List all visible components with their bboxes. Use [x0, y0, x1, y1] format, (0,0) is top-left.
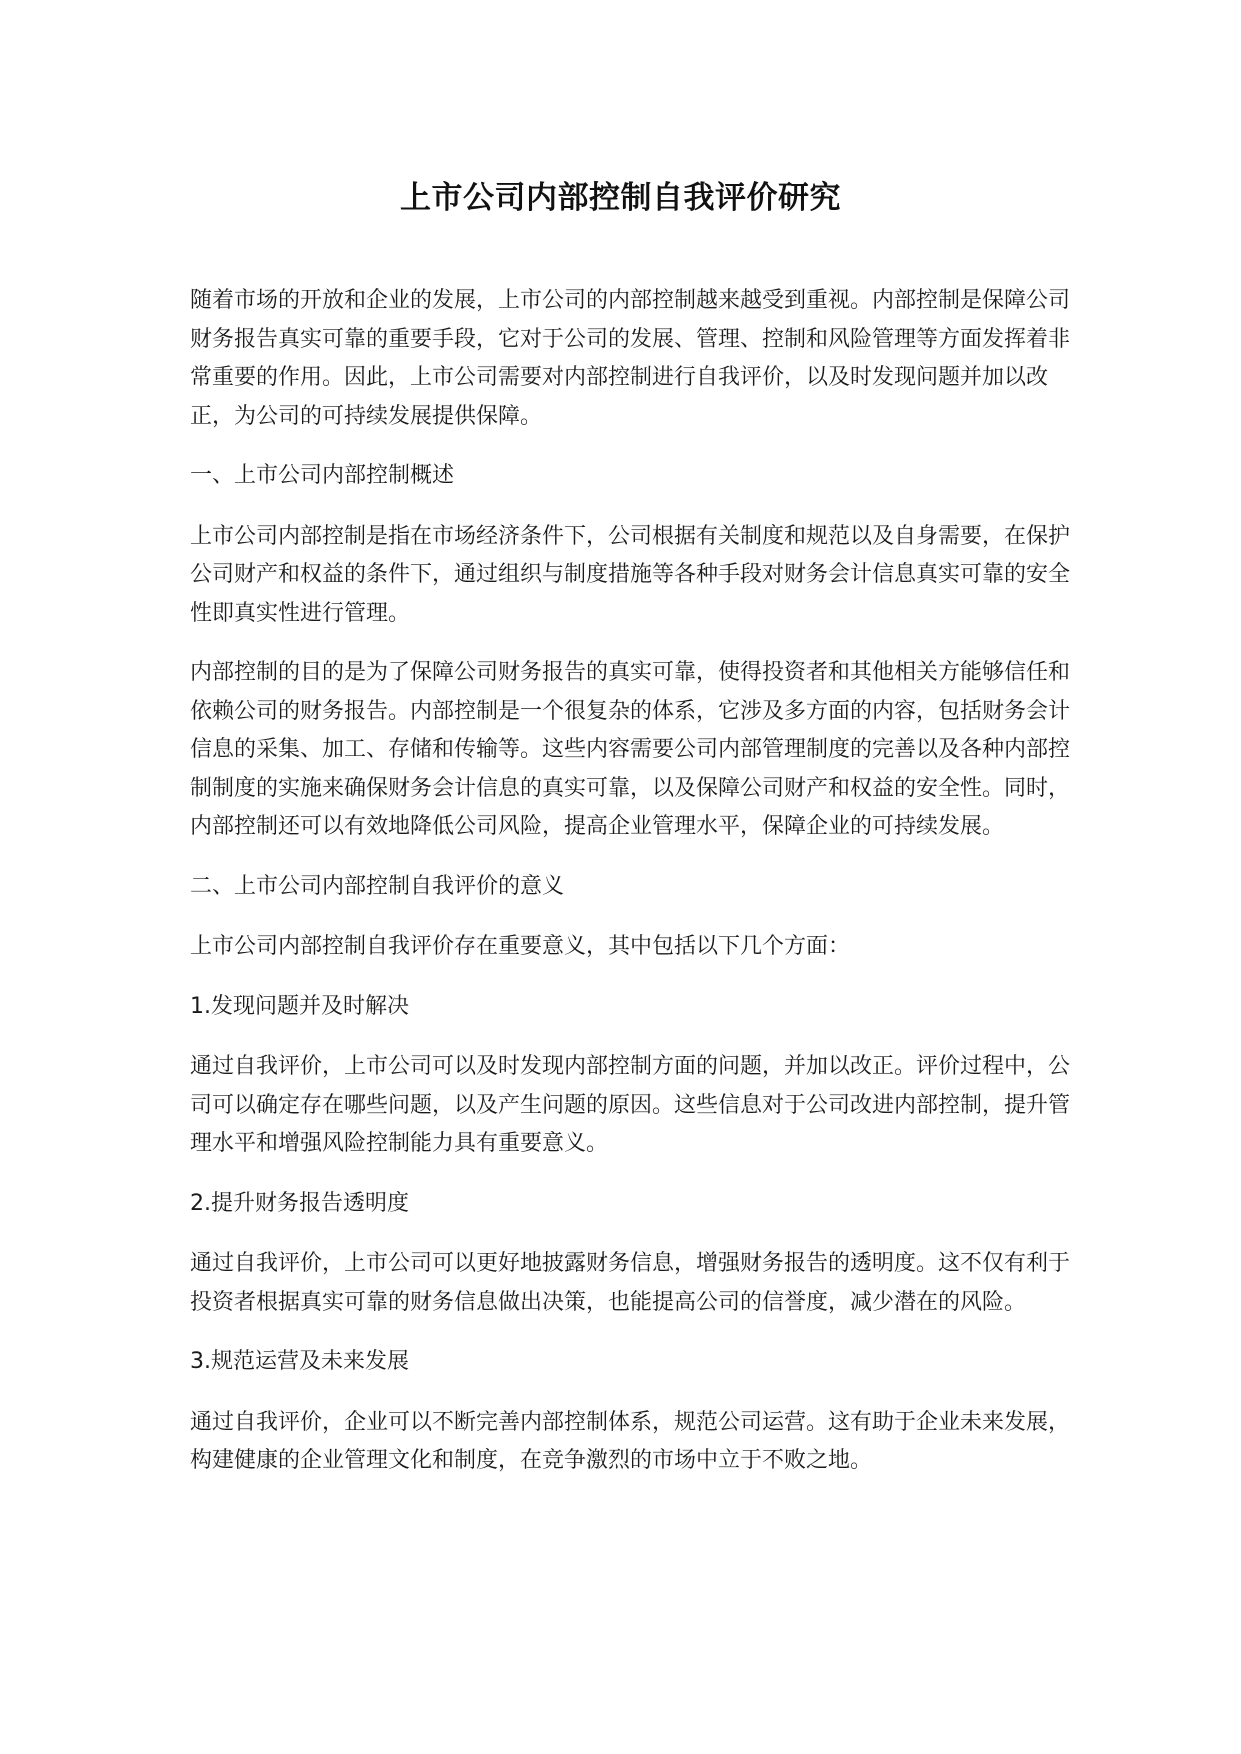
section-2-intro-paragraph: 上市公司内部控制自我评价存在重要意义，其中包括以下几个方面： — [190, 934, 851, 959]
section-heading-2: 二、上市公司内部控制自我评价的意义 — [190, 873, 565, 899]
section-1-paragraph-1: 上市公司内部控制是指在市场经济条件下，公司根据有关制度和规范以及自身需要，在保护公司财产和权益的条件下，通过组织与制度措施等各种手段对财务会计信息真实可靠的安全性即真实性进行管理。 — [190, 523, 1071, 626]
subsection-heading-2: 2.提升财务报告透明度 — [190, 1190, 409, 1216]
section-heading-1: 一、上市公司内部控制概述 — [190, 463, 455, 488]
subsection-2-paragraph: 通过自我评价，上市公司可以更好地披露财务信息，增强财务报告的透明度。这不仅有利于投资者根据真实可靠的财务信息做出决策，也能提高公司的信誉度，减少潜在的风险。 — [190, 1251, 1071, 1315]
subsection-heading-1: 1.发现问题并及时解决 — [190, 993, 409, 1019]
subsection-heading-3: 3.规范运营及未来发展 — [190, 1349, 409, 1374]
document-title: 上市公司内部控制自我评价研究 — [400, 180, 841, 216]
subsection-1-paragraph: 通过自我评价，上市公司可以及时发现内部控制方面的问题，并加以改正。评价过程中，公司可以确定存在哪些问题，以及产生问题的原因。这些信息对于公司改进内部控制，提升管理水平和增强风险控制能力具有重要意义。 — [190, 1054, 1071, 1156]
document-body — [190, 282, 1090, 1502]
section-1-paragraph-2: 内部控制的目的是为了保障公司财务报告的真实可靠，使得投资者和其他相关方能够信任和依赖公司的财务报告。内部控制是一个很复杂的体系，它涉及多方面的内容，包括财务会计信息的采集、加工、存储和传输等。这些内容需要公司内部管理制度的完善以及各种内部控制制度的实施来确保财务会计信息的真实可靠，以及保障公司财产和权益的安全性。同时，内部控制还可以有效地降低公司风险，提高企业管理水平，保障企业的可持续发展。 — [190, 660, 1071, 839]
intro-paragraph: 随着市场的开放和企业的发展，上市公司的内部控制越来越受到重视。内部控制是保障公司财务报告真实可靠的重要手段，它对于公司的发展、管理、控制和风险管理等方面发挥着非常重要的作用。因此，上市公司需要对内部控制进行自我评价，以及时发现问题并加以改正，为公司的可持续发展提供保障。 — [190, 288, 1071, 429]
subsection-3-paragraph: 通过自我评价，企业可以不断完善内部控制体系，规范公司运营。这有助于企业未来发展，构建健康的企业管理文化和制度，在竞争激烈的市场中立于不败之地。 — [190, 1409, 1071, 1473]
